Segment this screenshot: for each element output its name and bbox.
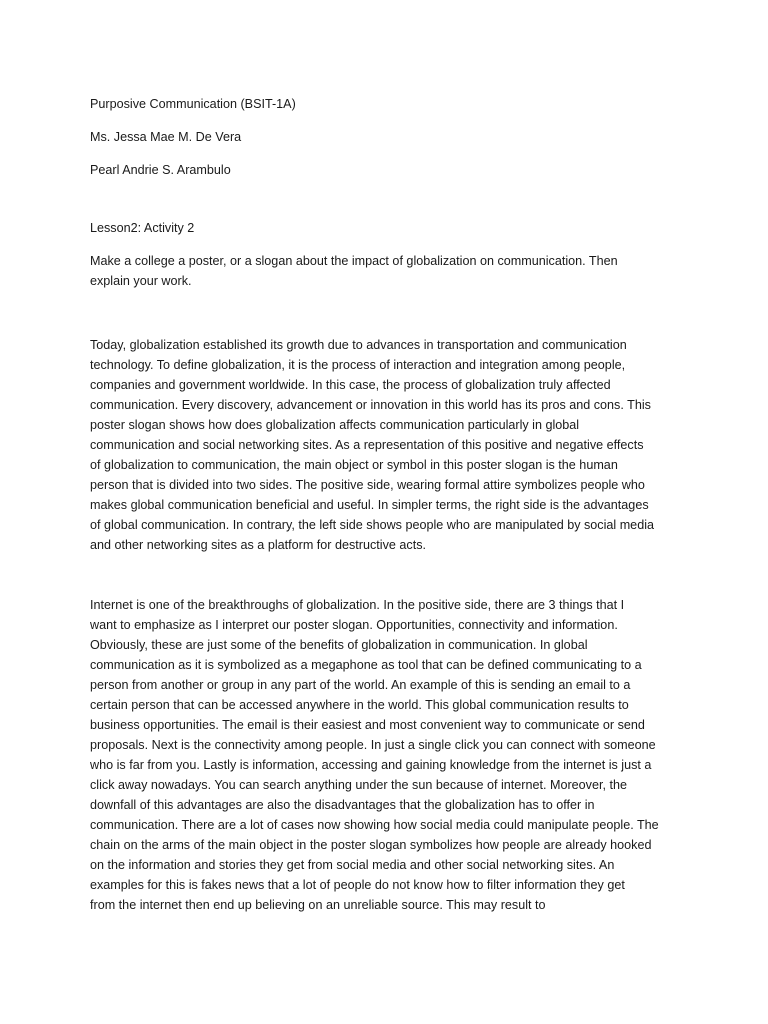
paragraph-line: Internet is one of the breakthroughs of globalization. In the positive side, there are 3 things that I (90, 598, 625, 612)
paragraph-line: Today, globalization established its growth due to advances in transportation and communication (90, 338, 627, 352)
paragraph-line: click away nowadays. You can search anything under the sun because of internet. Moreover, the (90, 778, 627, 792)
instruction-line: explain your work. (90, 274, 192, 288)
course-title: Purposive Communication (BSIT-1A) (90, 97, 296, 111)
paragraph-line: communication. Every discovery, advancement or innovation in this world has its pros and cons. This (90, 398, 651, 412)
paragraph-line: examples for this is fakes news that a lot of people do not know how to filter information they get (90, 878, 625, 892)
paragraph-line: communication as it is symbolized as a megaphone as tool that can be defined communicating to a (90, 658, 642, 672)
paragraph-line: who is far from you. Lastly is information, accessing and gaining knowledge from the internet is just a (90, 758, 652, 772)
paragraph-line: certain person that can be accessed anywhere in the world. This global communication results to (90, 698, 629, 712)
paragraph-line: chain on the arms of the main object in the poster slogan symbolizes how people are already hooked (90, 838, 652, 852)
paragraph-line: poster slogan shows how does globalization affects communication particularly in global (90, 418, 580, 432)
instructor-name: Ms. Jessa Mae M. De Vera (90, 130, 242, 144)
activity-title: Lesson2: Activity 2 (90, 221, 195, 235)
paragraph-line: communication. There are a lot of cases now showing how social media could manipulate people. The (90, 818, 659, 832)
paragraph-line: person that is divided into two sides. The positive side, wearing formal attire symbolizes people who (90, 478, 645, 492)
spacer (90, 291, 688, 335)
paragraph-line: business opportunities. The email is their easiest and most convenient way to communicate or send (90, 718, 645, 732)
activity-instruction (90, 251, 688, 291)
paragraph-line: of globalization to communication, the main object or symbol in this poster slogan is the human (90, 458, 618, 472)
paragraph-line: companies and government worldwide. In this case, the process of globalization truly affected (90, 378, 611, 392)
paragraph-line: and other networking sites as a platform for destructive acts. (90, 538, 426, 552)
paragraph-line: technology. To define globalization, it is the process of interaction and integration among people, (90, 358, 626, 372)
body-paragraph-2 (90, 595, 688, 915)
spacer (90, 555, 688, 595)
instruction-line: Make a college a poster, or a slogan about the impact of globalization on communication. Then (90, 254, 618, 268)
paragraph-line: downfall of this advantages are also the disadvantages that the globalization has to offer in (90, 798, 595, 812)
paragraph-line: want to emphasize as I interpret our poster slogan. Opportunities, connectivity and information. (90, 618, 618, 632)
paragraph-line: person from another or group in any part of the world. An example of this is sending an email to a (90, 678, 631, 692)
paragraph-line: makes global communication beneficial and useful. In simpler terms, the right side is the advantages (90, 498, 649, 512)
paragraph-line: Obviously, these are just some of the benefits of globalization in communication. In global (90, 638, 588, 652)
body-paragraph-1 (90, 335, 688, 555)
paragraph-line: proposals. Next is the connectivity among people. In just a single click you can connect with someone (90, 738, 656, 752)
paragraph-line: on the information and stories they get from social media and other social networking sites. An (90, 858, 615, 872)
paragraph-line: of global communication. In contrary, the left side shows people who are manipulated by social media (90, 518, 654, 532)
student-name: Pearl Andrie S. Arambulo (90, 163, 231, 177)
paragraph-line: from the internet then end up believing on an unreliable source. This may result to (90, 898, 546, 912)
document-content (90, 94, 688, 915)
spacer (90, 180, 688, 218)
paragraph-line: communication and social networking sites. As a representation of this positive and negative effects (90, 438, 644, 452)
